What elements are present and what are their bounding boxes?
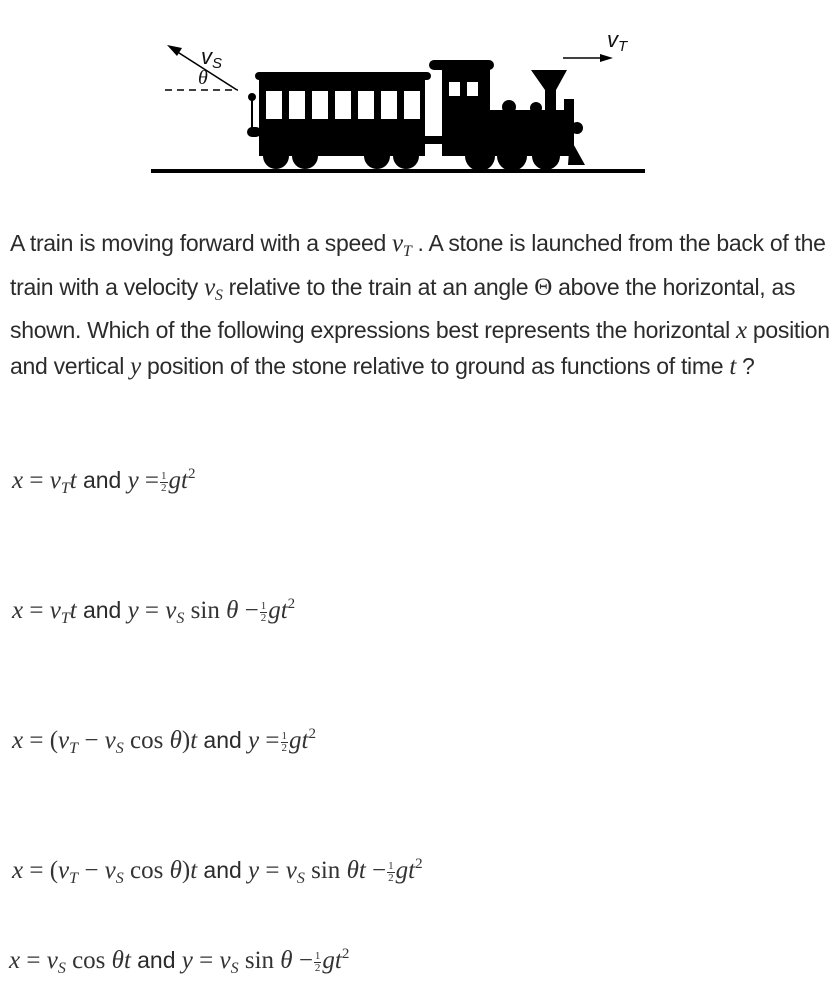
passenger-car [247, 72, 431, 169]
answer-option-4[interactable]: $x = (v_T - v_S$ cos θ)t and $y = v_S$ sin θt − $\frac{1}{2}$ $gt^2$ [12, 856, 423, 887]
math-x: x [736, 317, 747, 344]
math-vT: $v_T$ [392, 230, 412, 260]
train-velocity-label: $v_T$ [607, 27, 628, 55]
answer-option-2[interactable]: $x = v_Tt$ and $y = v_S$ sin θ − $\frac{1}{2}$ $gt^2$ [12, 596, 296, 627]
train-diagram [140, 20, 700, 190]
angle-label: θ [198, 67, 208, 89]
locomotive [429, 60, 585, 171]
math-Theta: Θ [534, 273, 553, 301]
question-text: A train is moving forward with a speed $v_T$ . A stone is launched from the back of the train with a velocity $v_S$ relative to the train at an angle Θ above the horizontal, as shown. Which of the following expressions best represents the horizontal x position and vertical y position of the stone relative to ground as functions of time t ? [10, 230, 830, 380]
math-t: t [729, 352, 736, 380]
answer-option-5[interactable]: $x = v_S$ cos θt and $y = v_S$ sin θ − $\frac{1}{2}$ $gt^2$ [9, 946, 350, 977]
math-y: y [130, 352, 141, 380]
answer-option-1[interactable]: $x = v_Tt$ and y = $\frac{1}{2}$ $gt^2$ [12, 466, 196, 497]
ground-line [151, 169, 645, 173]
stone-velocity-label: $v_S$ [201, 44, 223, 72]
answer-option-3[interactable]: $x = (v_T - v_S$ cos θ)t and y = $\frac{1}{2}$ $gt^2$ [12, 726, 316, 757]
math-vS: $v_S$ [204, 273, 223, 304]
